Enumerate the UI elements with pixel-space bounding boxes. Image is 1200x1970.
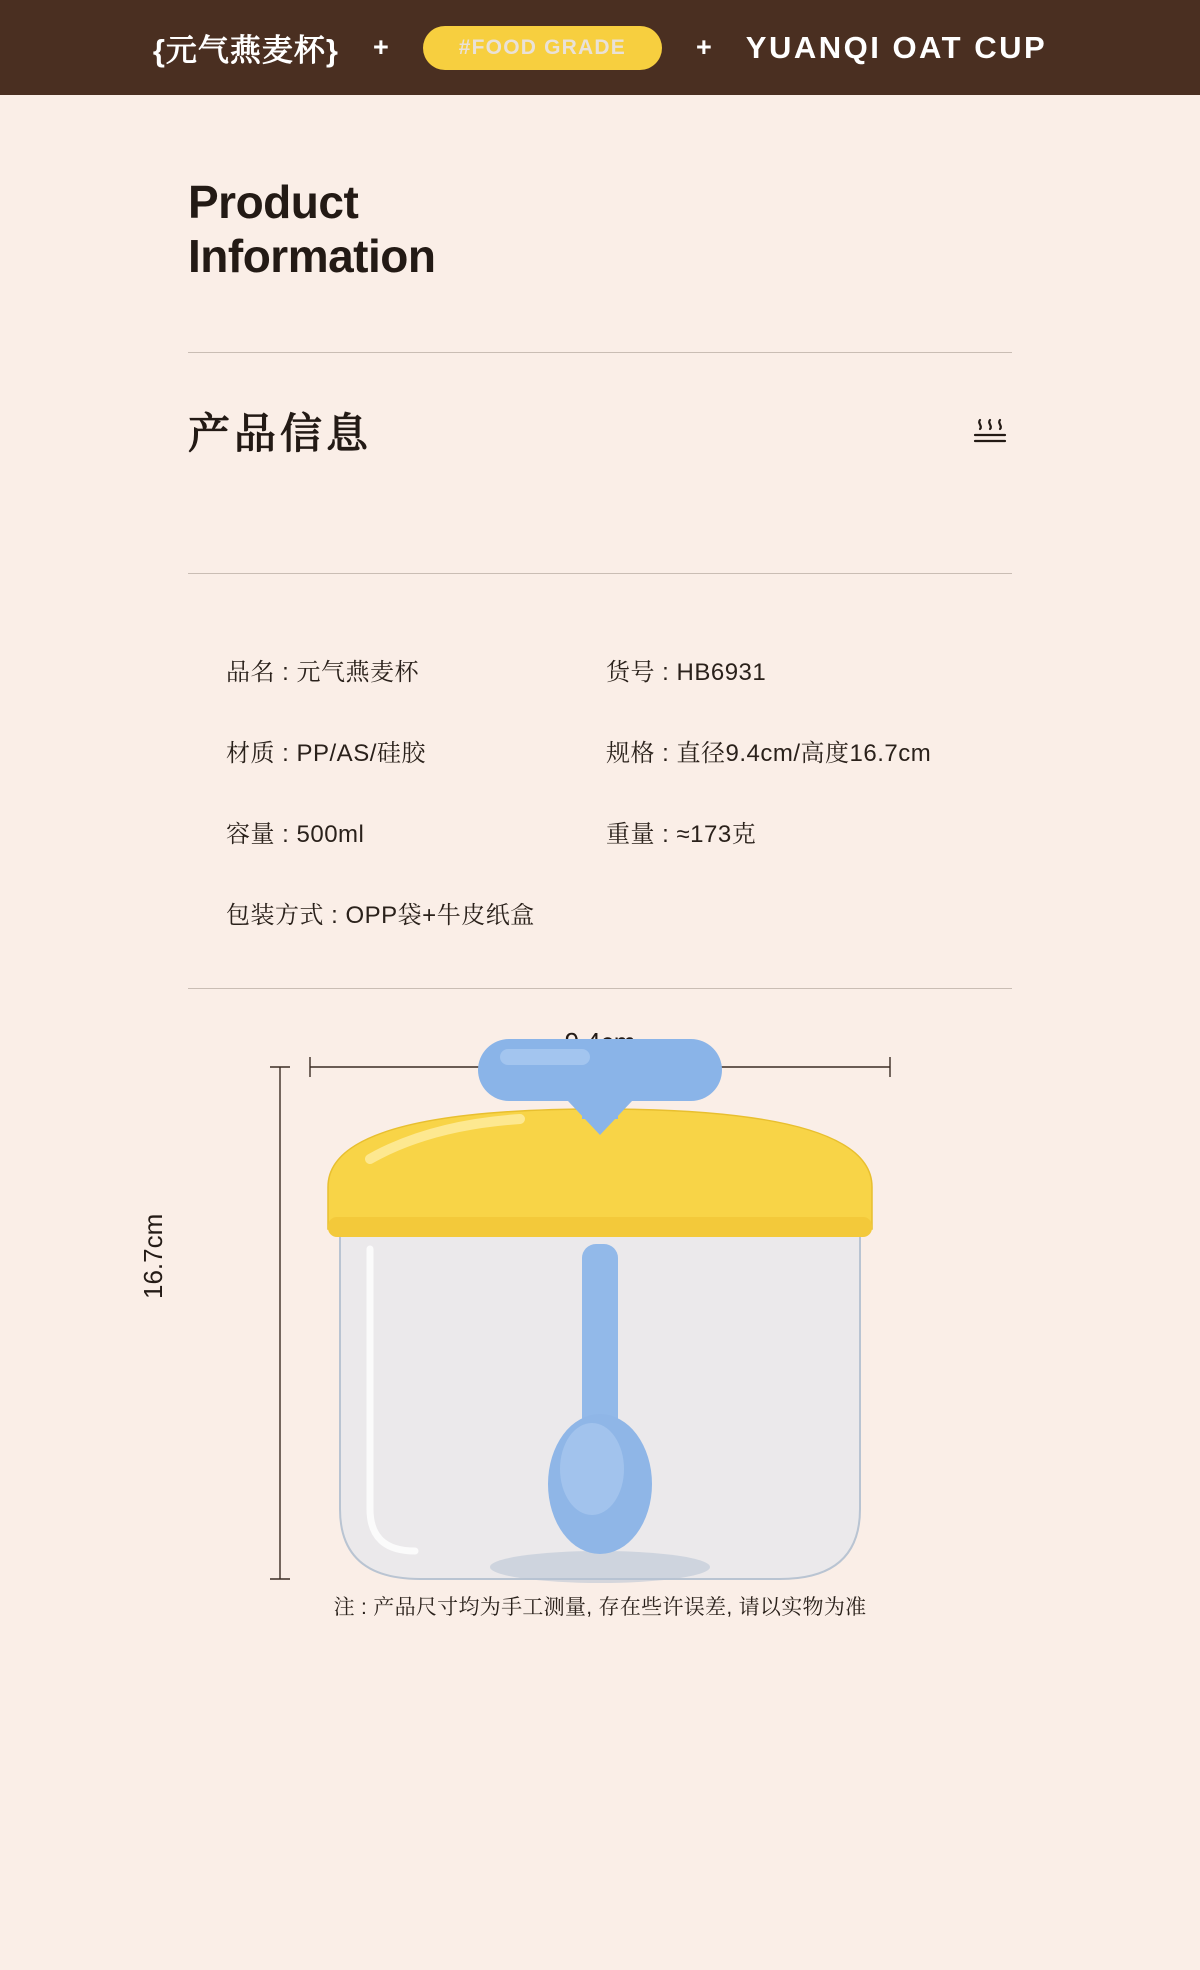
measurement-note: 注 : 产品尺寸均为手工测量, 存在些许误差, 请以实物为准 <box>333 1595 867 1619</box>
spec-capacity: 容量 : 500ml <box>226 820 365 848</box>
plus-separator-2: + <box>695 32 712 62</box>
spec-item-number: 货号 : HB6931 <box>606 658 767 686</box>
product-diagram <box>0 999 1200 1649</box>
section-header <box>188 353 1012 505</box>
divider-bottom <box>188 988 1012 989</box>
spec-weight: 重量 : ≈173克 <box>606 820 757 848</box>
table-row <box>226 733 1012 768</box>
steam-icon <box>968 409 1012 453</box>
page-title-english <box>188 175 1012 284</box>
food-grade-badge: #FOOD GRADE <box>423 26 662 70</box>
cup-illustration <box>250 1039 950 1619</box>
table-row <box>226 814 1012 849</box>
section-title-chinese: 产品信息 <box>188 409 373 457</box>
spec-table <box>188 652 1012 930</box>
plus-separator-1: + <box>372 32 389 62</box>
brand-name-english: YUANQI OAT CUP <box>745 29 1048 65</box>
spec-product-name: 品名 : 元气燕麦杯 <box>226 658 420 686</box>
divider-under-section <box>188 573 1012 574</box>
lid-rim <box>328 1217 872 1237</box>
page-title-line2: Information <box>188 230 436 283</box>
dimension-height-label: 16.7cm <box>138 1213 168 1299</box>
content-area <box>0 175 1200 989</box>
spec-packaging: 包装方式 : OPP袋+牛皮纸盒 <box>226 901 535 929</box>
spec-dimensions: 规格 : 直径9.4cm/高度16.7cm <box>606 739 932 767</box>
brand-name-chinese: {元气燕麦杯} <box>152 33 339 68</box>
page-title-line1: Product <box>188 176 359 228</box>
cup-bottom-shade <box>490 1551 710 1583</box>
top-banner <box>0 0 1200 95</box>
spec-material: 材质 : PP/AS/硅胶 <box>226 739 426 767</box>
table-row <box>226 895 1012 930</box>
table-row <box>226 652 1012 687</box>
